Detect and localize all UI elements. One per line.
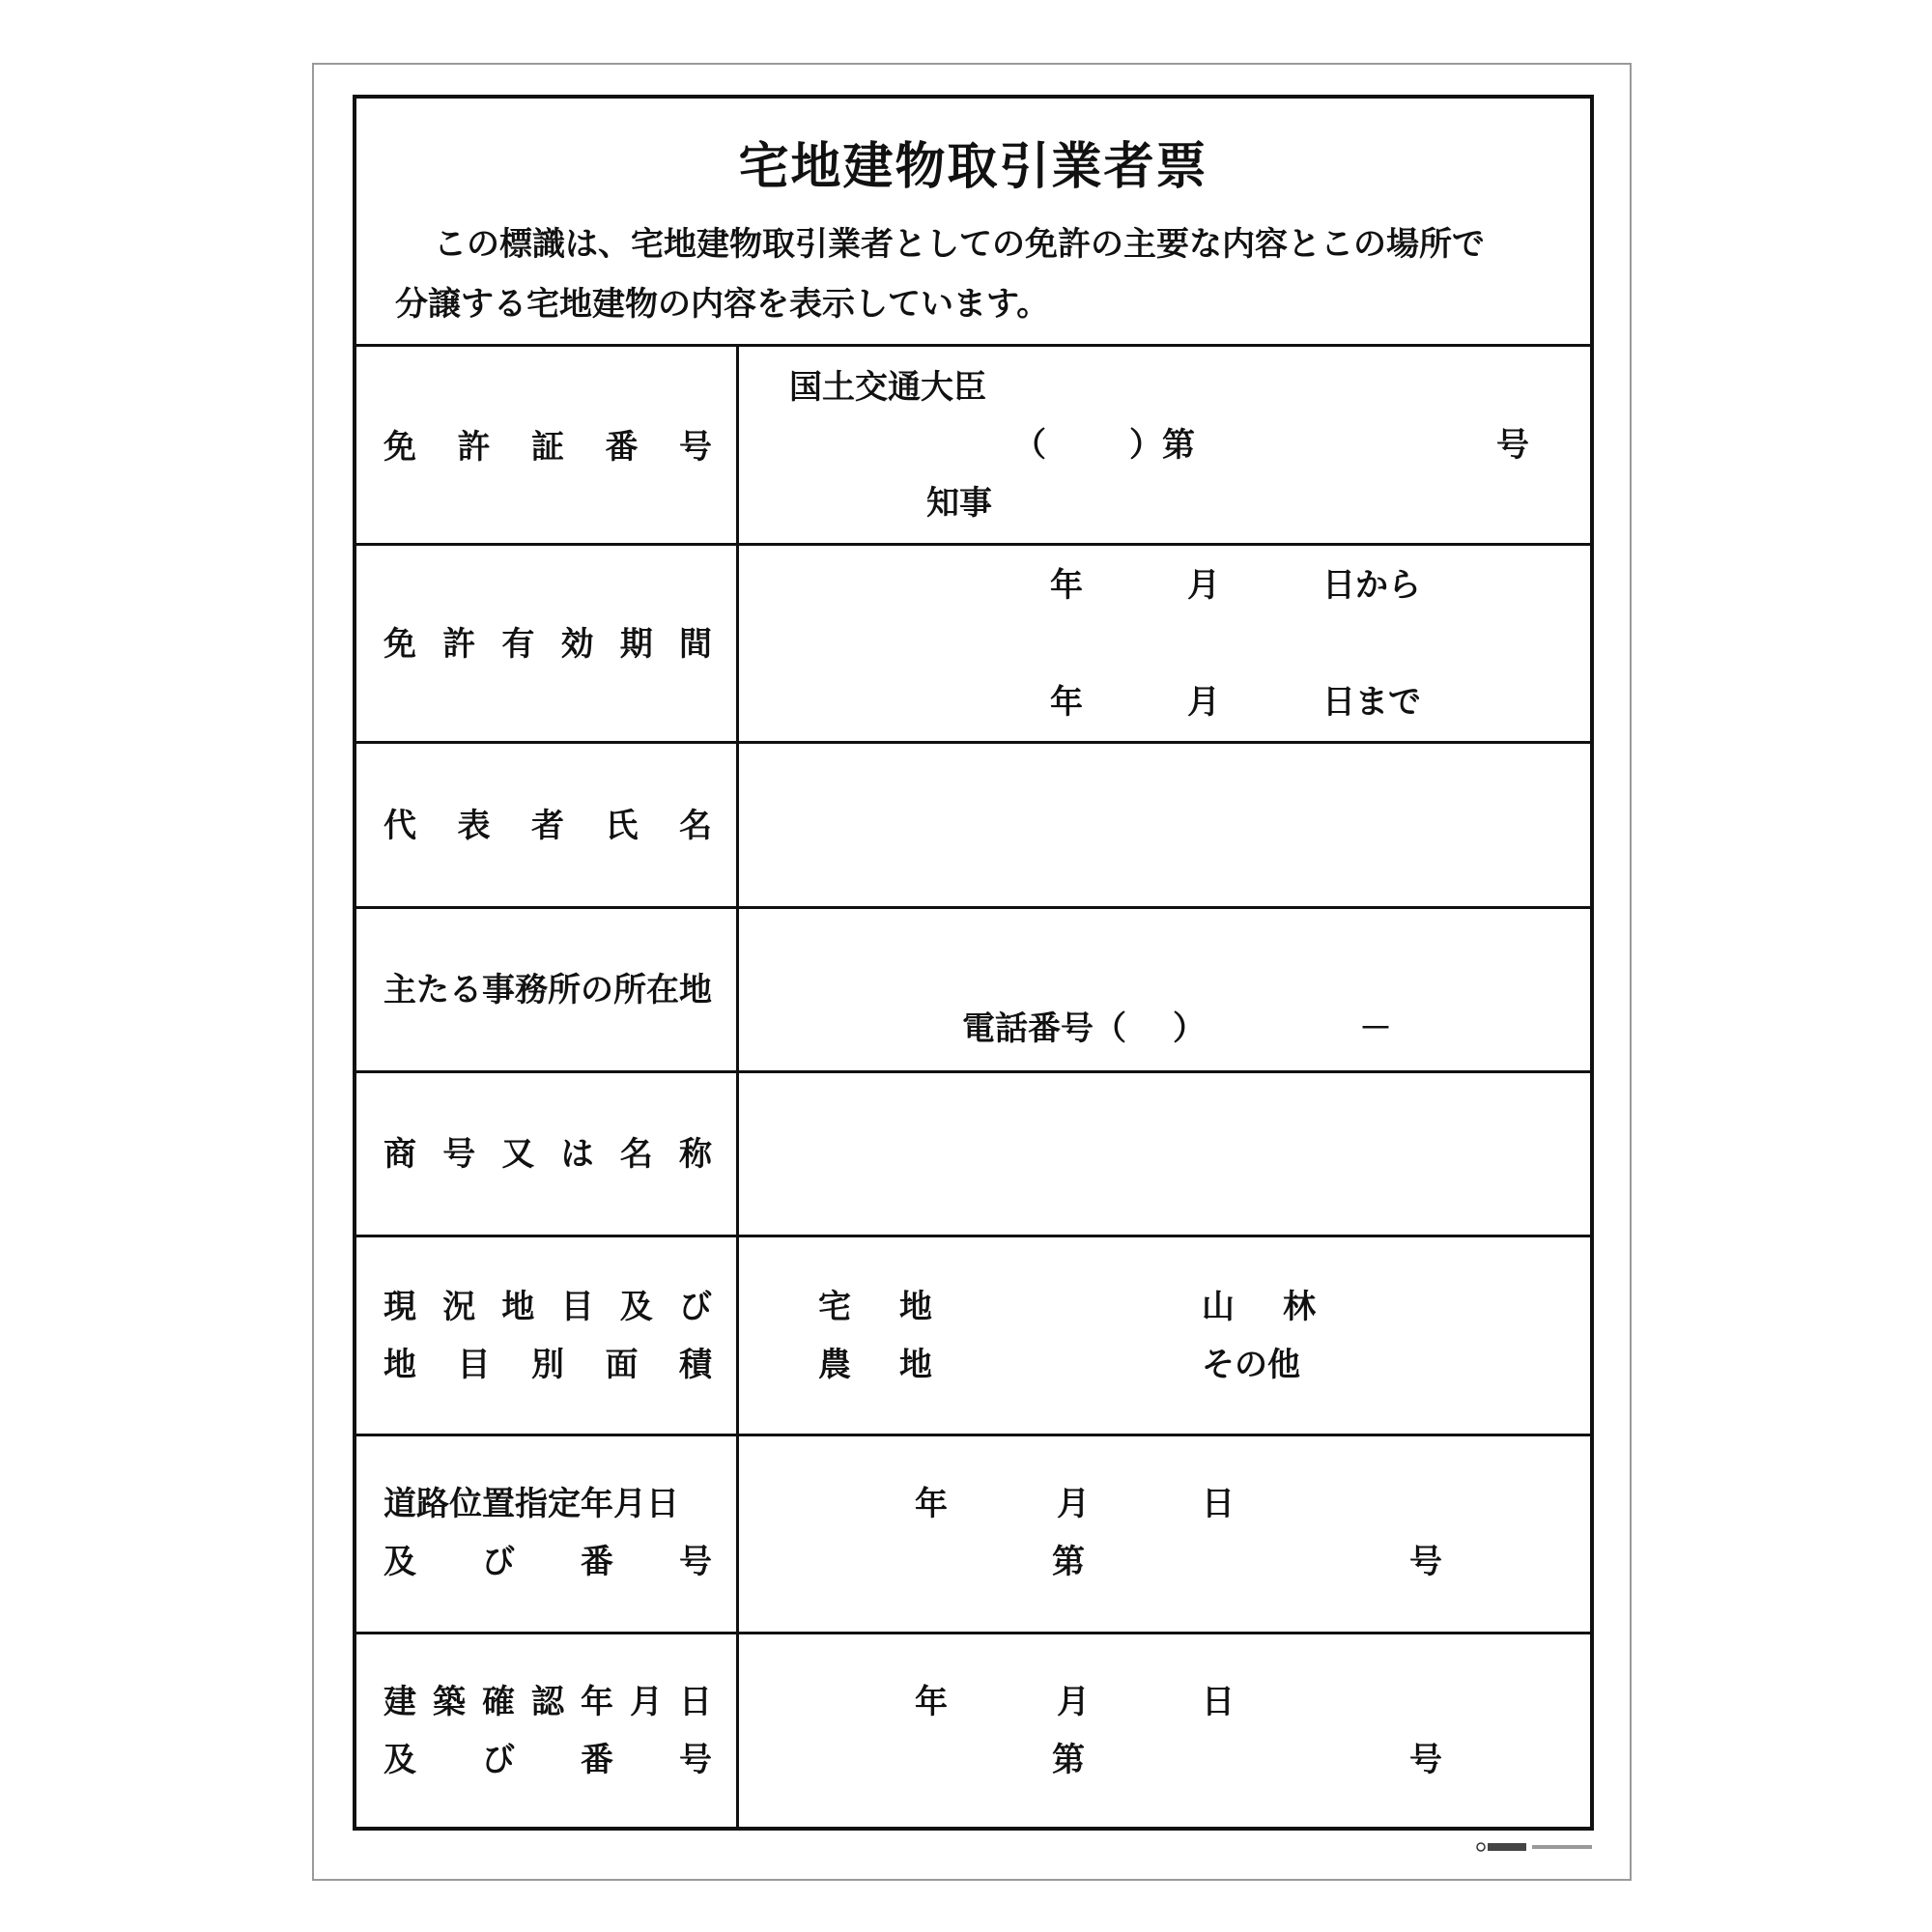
- label-road-1: 道路位置指定年月日: [384, 1485, 679, 1523]
- intro-line-1: この標識は、宅地建物取引業者としての免許の主要な内容とこの場所で: [434, 225, 1485, 264]
- row-divider: [356, 344, 1590, 347]
- phone-label: 電話番号（: [962, 1009, 1126, 1048]
- gou-text: 号: [1496, 426, 1529, 465]
- column-divider: [736, 344, 739, 1827]
- row-divider: [356, 543, 1590, 546]
- validity-year-until: 年: [1050, 683, 1083, 722]
- row-divider: [356, 1434, 1590, 1436]
- validity-year-from: 年: [1050, 566, 1083, 605]
- sign-title: 宅地建物取引業者票: [738, 138, 1208, 196]
- row-divider: [356, 1070, 1590, 1073]
- road-year: 年: [915, 1485, 948, 1523]
- road-month: 月: [1057, 1485, 1090, 1523]
- paren-open: （: [1013, 426, 1046, 465]
- label-validity: 免 許 有 効 期 間: [384, 625, 712, 664]
- label-trade-name: 商 号 又 は 名 称: [384, 1135, 712, 1174]
- land-other: その他: [1202, 1346, 1300, 1384]
- sign-intro: [395, 214, 1551, 334]
- building-month: 月: [1057, 1683, 1090, 1721]
- paren-close-dai: ）第: [1129, 426, 1195, 465]
- manufacturer-logo: [1476, 1841, 1594, 1856]
- minister-text: 国土交通大臣: [789, 368, 986, 407]
- phone-dash: －: [1359, 1009, 1392, 1048]
- land-farmland: 農 地: [818, 1346, 940, 1384]
- road-dai: 第: [1052, 1543, 1085, 1581]
- row-divider: [356, 741, 1590, 744]
- label-land-category-1: 現 況 地 目 及 び: [384, 1288, 712, 1326]
- row-divider: [356, 1235, 1590, 1237]
- label-building-2: 及 び 番 号: [384, 1741, 712, 1779]
- validity-month-from: 月: [1187, 566, 1220, 605]
- row-divider: [356, 1632, 1590, 1634]
- label-office: 主たる事務所の所在地: [384, 971, 712, 1009]
- governor-text: 知事: [926, 484, 992, 523]
- building-dai: 第: [1052, 1741, 1085, 1779]
- road-gou: 号: [1409, 1543, 1442, 1581]
- building-day: 日: [1202, 1683, 1235, 1721]
- label-building-1: 建 築 確 認 年 月 日: [384, 1683, 712, 1721]
- building-year: 年: [915, 1683, 948, 1721]
- land-forest: 山 林: [1202, 1288, 1323, 1326]
- building-gou: 号: [1409, 1741, 1442, 1779]
- label-road-2: 及 び 番 号: [384, 1543, 712, 1581]
- land-residential: 宅 地: [818, 1288, 940, 1326]
- road-day: 日: [1202, 1485, 1235, 1523]
- row-divider: [356, 906, 1590, 909]
- phone-close: ）: [1173, 1009, 1206, 1048]
- label-license-number: 免 許 証 番 号: [384, 428, 712, 467]
- license-sign-frame: [353, 95, 1594, 1831]
- validity-until: 日まで: [1322, 683, 1421, 722]
- validity-from: 日から: [1322, 566, 1421, 605]
- intro-line-2: 分譲する宅地建物の内容を表示しています。: [395, 285, 1050, 324]
- label-representative: 代 表 者 氏 名: [384, 807, 712, 845]
- validity-month-until: 月: [1187, 683, 1220, 722]
- label-land-category-2: 地 目 別 面 積: [384, 1346, 712, 1384]
